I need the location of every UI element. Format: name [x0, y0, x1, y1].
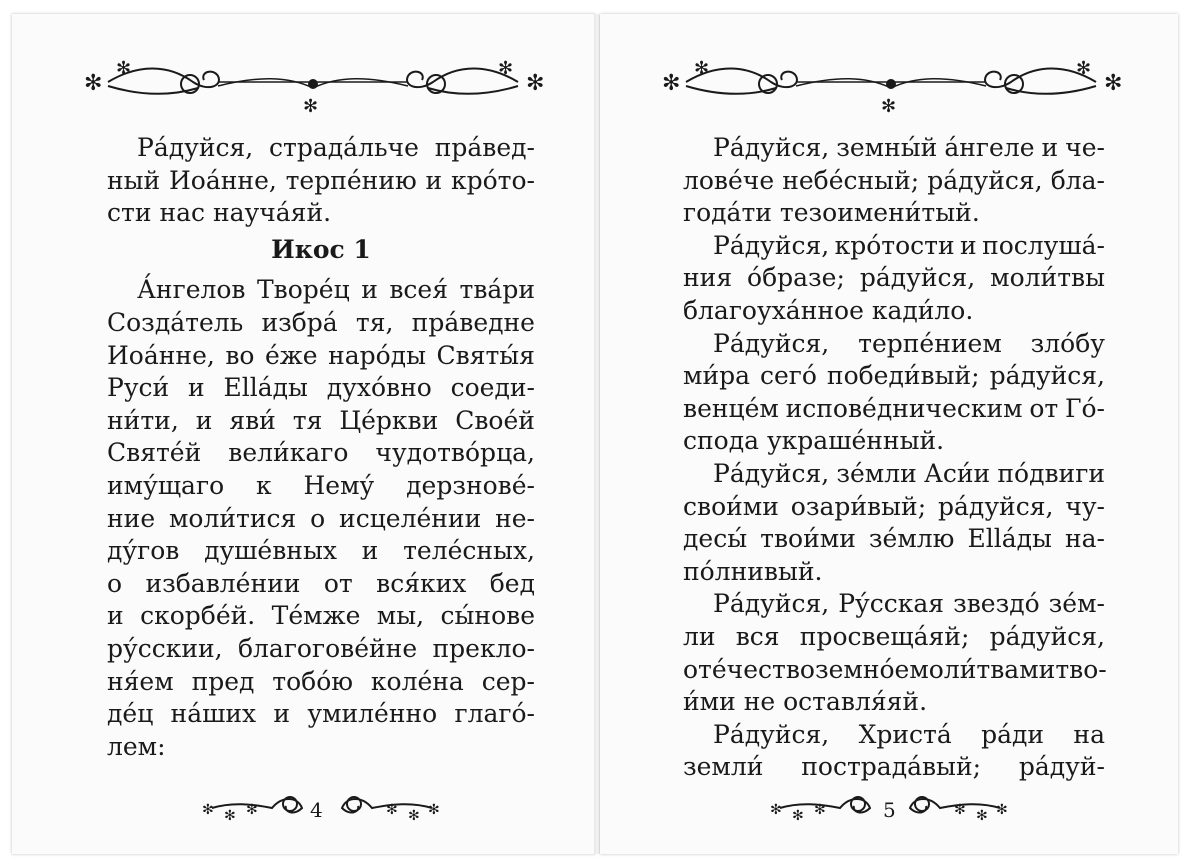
svg-text:✻: ✻: [303, 96, 319, 114]
svg-text:✻: ✻: [881, 96, 897, 114]
right-text-block: [683, 132, 1105, 784]
text-line: и́ми не оставля́яй.: [683, 687, 928, 717]
svg-text:✻: ✻: [662, 71, 681, 96]
page-number: 5: [883, 798, 896, 822]
svg-text:✻: ✻: [202, 802, 214, 818]
text-line: и скорбе́й. Те́мже мы, сы́нове: [107, 601, 535, 631]
text-line: Ра́дуйся, страда́льче пра́вед-: [137, 133, 535, 162]
left-page: [12, 14, 595, 854]
text-line: ния о́бразе; ра́дуйся, моли́твы: [683, 263, 1105, 293]
text-line: ру́сскии, благогове́йне преклo-: [107, 633, 535, 663]
text-line: Иоа́нне, во е́же наро́ды Святы́я: [107, 340, 535, 370]
svg-text:✻: ✻: [428, 802, 440, 818]
text-line: лове́че небе́сный; ра́дуйся, бла-: [683, 165, 1105, 195]
svg-text:✻: ✻: [246, 802, 258, 818]
svg-text:✻: ✻: [224, 808, 236, 824]
text-line: Ра́дуйся, зе́мли Аси́и по́двиги: [713, 458, 1105, 488]
text-line: ми́ра сего́ победи́вый; ра́дуйся,: [683, 361, 1105, 391]
svg-text:✻: ✻: [498, 58, 514, 79]
text-line: Ра́дуйся, Ру́сская звездо́ зе́м-: [713, 589, 1105, 619]
text-line: Ра́дуйся, терпе́нием зло́бу: [713, 328, 1105, 358]
text-line: иму́щаго к Нему́ дерзнове́-: [107, 470, 535, 500]
text-line: ли вся просвеща́яй; ра́дуйся,: [683, 621, 1105, 651]
text-line: Ра́дуйся, земны́й а́нгеле и че-: [713, 133, 1105, 162]
text-line: Ра́дуйся, Христа́ ра́ди на: [713, 719, 1105, 749]
svg-text:✻: ✻: [1076, 58, 1092, 79]
text-line: свои́ми озари́вый; ра́дуйся, чу-: [683, 491, 1105, 521]
section-heading: Икос 1: [271, 234, 371, 264]
text-line: ня́ем пред тобо́ю коле́на сер-: [107, 666, 535, 696]
svg-text:✻: ✻: [694, 58, 710, 79]
text-line: Руси́ и Elláды духо́вно соеди-: [107, 373, 535, 403]
text-line: де́ц на́ших и умиле́нно глаго́-: [107, 699, 535, 729]
text-line: венце́м испове́дническим от Го́-: [683, 393, 1105, 423]
svg-text:✻: ✻: [770, 802, 782, 818]
svg-text:✻: ✻: [792, 808, 804, 824]
left-text-block: [107, 132, 535, 763]
text-line: Святе́й вели́каго чудотво́рца,: [107, 438, 535, 468]
svg-text:✻: ✻: [84, 71, 103, 96]
top-ornament-icon: [656, 44, 1126, 114]
text-line: по́лнивый.: [683, 556, 823, 586]
text-line: земли́ пострада́вый; ра́дуй-: [683, 752, 1105, 782]
text-line: Созда́тель избра́ тя, пра́ведне: [107, 307, 535, 337]
svg-text:✻: ✻: [976, 808, 988, 824]
svg-text:✻: ✻: [996, 802, 1008, 818]
page-number: 4: [310, 798, 323, 822]
svg-text:✻: ✻: [1104, 71, 1123, 96]
text-line: спода украше́нный.: [683, 426, 945, 456]
text-line: оте́чество земно́е моли́твами тво-: [683, 654, 1107, 684]
svg-text:✻: ✻: [116, 58, 132, 79]
text-line: года́ти тезоимени́тый.: [683, 198, 980, 228]
text-line: о избавле́нии от вся́ких бед: [107, 568, 535, 598]
right-page: [600, 14, 1178, 854]
text-line: А́нгелов Творе́ц и всея́ тва́ри: [137, 275, 535, 305]
top-ornament-icon: [78, 44, 548, 114]
text-line: десы́ твои́ми зе́млю Elláды на-: [683, 524, 1105, 554]
svg-text:✻: ✻: [526, 71, 545, 96]
svg-text:✻: ✻: [954, 802, 966, 818]
text-line: ние моли́тися о исцеле́нии не-: [107, 503, 535, 533]
text-line: Ра́дуйся, кро́тости и послуша́-: [713, 230, 1105, 260]
svg-text:✻: ✻: [386, 802, 398, 818]
text-line: ни́ти, и яви́ тя Це́ркви Свое́й: [107, 405, 535, 435]
text-line: лем:: [107, 731, 166, 761]
text-line: ный Иоа́нне, терпе́нию и кро́то-: [107, 165, 535, 195]
text-line: благоуха́нное кади́ло.: [683, 295, 974, 325]
svg-text:✻: ✻: [408, 808, 420, 824]
text-line: ду́гов душе́вных и теле́сных,: [107, 536, 535, 566]
text-line: сти нас науча́яй.: [107, 198, 332, 228]
svg-text:✻: ✻: [814, 802, 826, 818]
